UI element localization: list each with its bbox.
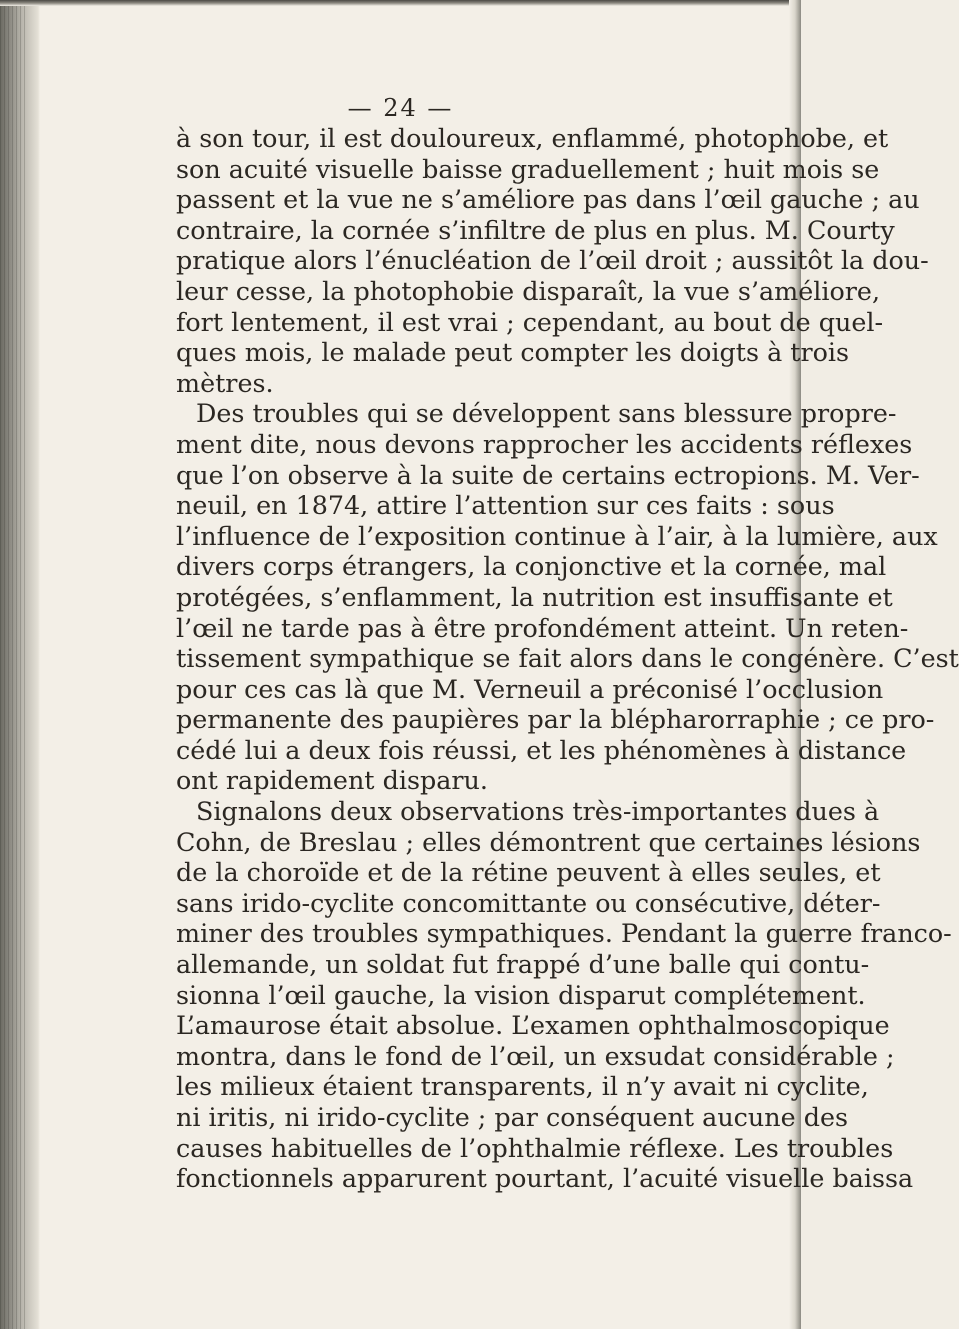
text-line: ni iritis, ni irido-cyclite ; par conséquent aucune des [176, 1102, 849, 1132]
text-line: pour ces cas là que M. Verneuil a préconisé l’occlusion [176, 673, 884, 704]
text-line: tissement sympathique se fait alors dans le congénère. C’est [176, 643, 959, 674]
text-line: ment dite, nous devons rapprocher les accidents réflexes [176, 428, 913, 459]
text-line: de la choroïde et de la rétine peuvent à elles seules, et [176, 857, 881, 888]
body-text [176, 123, 959, 1194]
text-line: leur cesse, la photophobie disparaît, la vue s’améliore, [176, 275, 881, 306]
text-line: ques mois, le malade peut compter les doigts à trois [176, 337, 850, 368]
text-line: pratique alors l’énucléation de l’œil droit ; aussitôt la dou- [176, 245, 929, 276]
page-number: — 24 — [347, 94, 454, 122]
text-line: l’influence de l’exposition continue à l’air, à la lumière, aux [176, 520, 938, 551]
text-line: son acuité visuelle baisse graduellement ; huit mois se [176, 153, 880, 184]
text-line: protégées, s’enflamment, la nutrition est insuffisante et [176, 581, 893, 612]
text-line: à son tour, il est douloureux, enflammé, photophobe, et [176, 123, 889, 153]
text-line: sionna l’œil gauche, la vision disparut complétement. [176, 979, 866, 1010]
page-top-edge [0, 0, 801, 6]
binding-texture [0, 0, 28, 1329]
text-line: cédé lui a deux fois réussi, et les phénomènes à distance [176, 734, 907, 765]
text-line: permanente des paupières par la blépharorraphie ; ce pro- [176, 704, 935, 735]
text-line: sans irido-cyclite concomittante ou consécutive, déter- [176, 887, 881, 918]
text-line: contraire, la cornée s’infiltre de plus en plus. M. Courty [176, 214, 895, 245]
paragraph-start-line: Des troubles qui se développent sans blessure propre- [196, 398, 897, 429]
text-line: l’œil ne tarde pas à être profondément atteint. Un reten- [176, 612, 909, 643]
text-line: que l’on observe à la suite de certains ectropions. M. Ver- [176, 459, 920, 490]
text-line: divers corps étrangers, la conjonctive et la cornée, mal [176, 551, 887, 582]
paragraph-start-line: Signalons deux observations très-importantes dues à [196, 796, 880, 827]
text-line: miner des troubles sympathiques. Pendant la guerre franco- [176, 918, 952, 949]
text-line: neuil, en 1874, attire l’attention sur ces faits : sous [176, 490, 835, 521]
text-line: fonctionnels apparurent pourtant, l’acuité visuelle baissa [176, 1163, 914, 1194]
text-line: causes habituelles de l’ophthalmie réflexe. Les troubles [176, 1132, 894, 1163]
text-line: fort lentement, il est vrai ; cependant, au bout de quel- [176, 306, 884, 337]
text-line: les milieux étaient transparents, il n’y avait ni cyclite, [176, 1071, 869, 1102]
text-line: montra, dans le fond de l’œil, un exsudat considérable ; [176, 1040, 895, 1071]
text-line: passent et la vue ne s’améliore pas dans l’œil gauche ; au [176, 184, 920, 215]
text-line: mètres. [176, 367, 274, 398]
text-line: ont rapidement disparu. [176, 765, 488, 796]
text-line: L’amaurose était absolue. L’examen ophthalmoscopique [176, 1010, 890, 1041]
text-line: Cohn, de Breslau ; elles démontrent que certaines lésions [176, 826, 921, 857]
text-line: allemande, un soldat fut frappé d’une balle qui contu- [176, 949, 870, 980]
